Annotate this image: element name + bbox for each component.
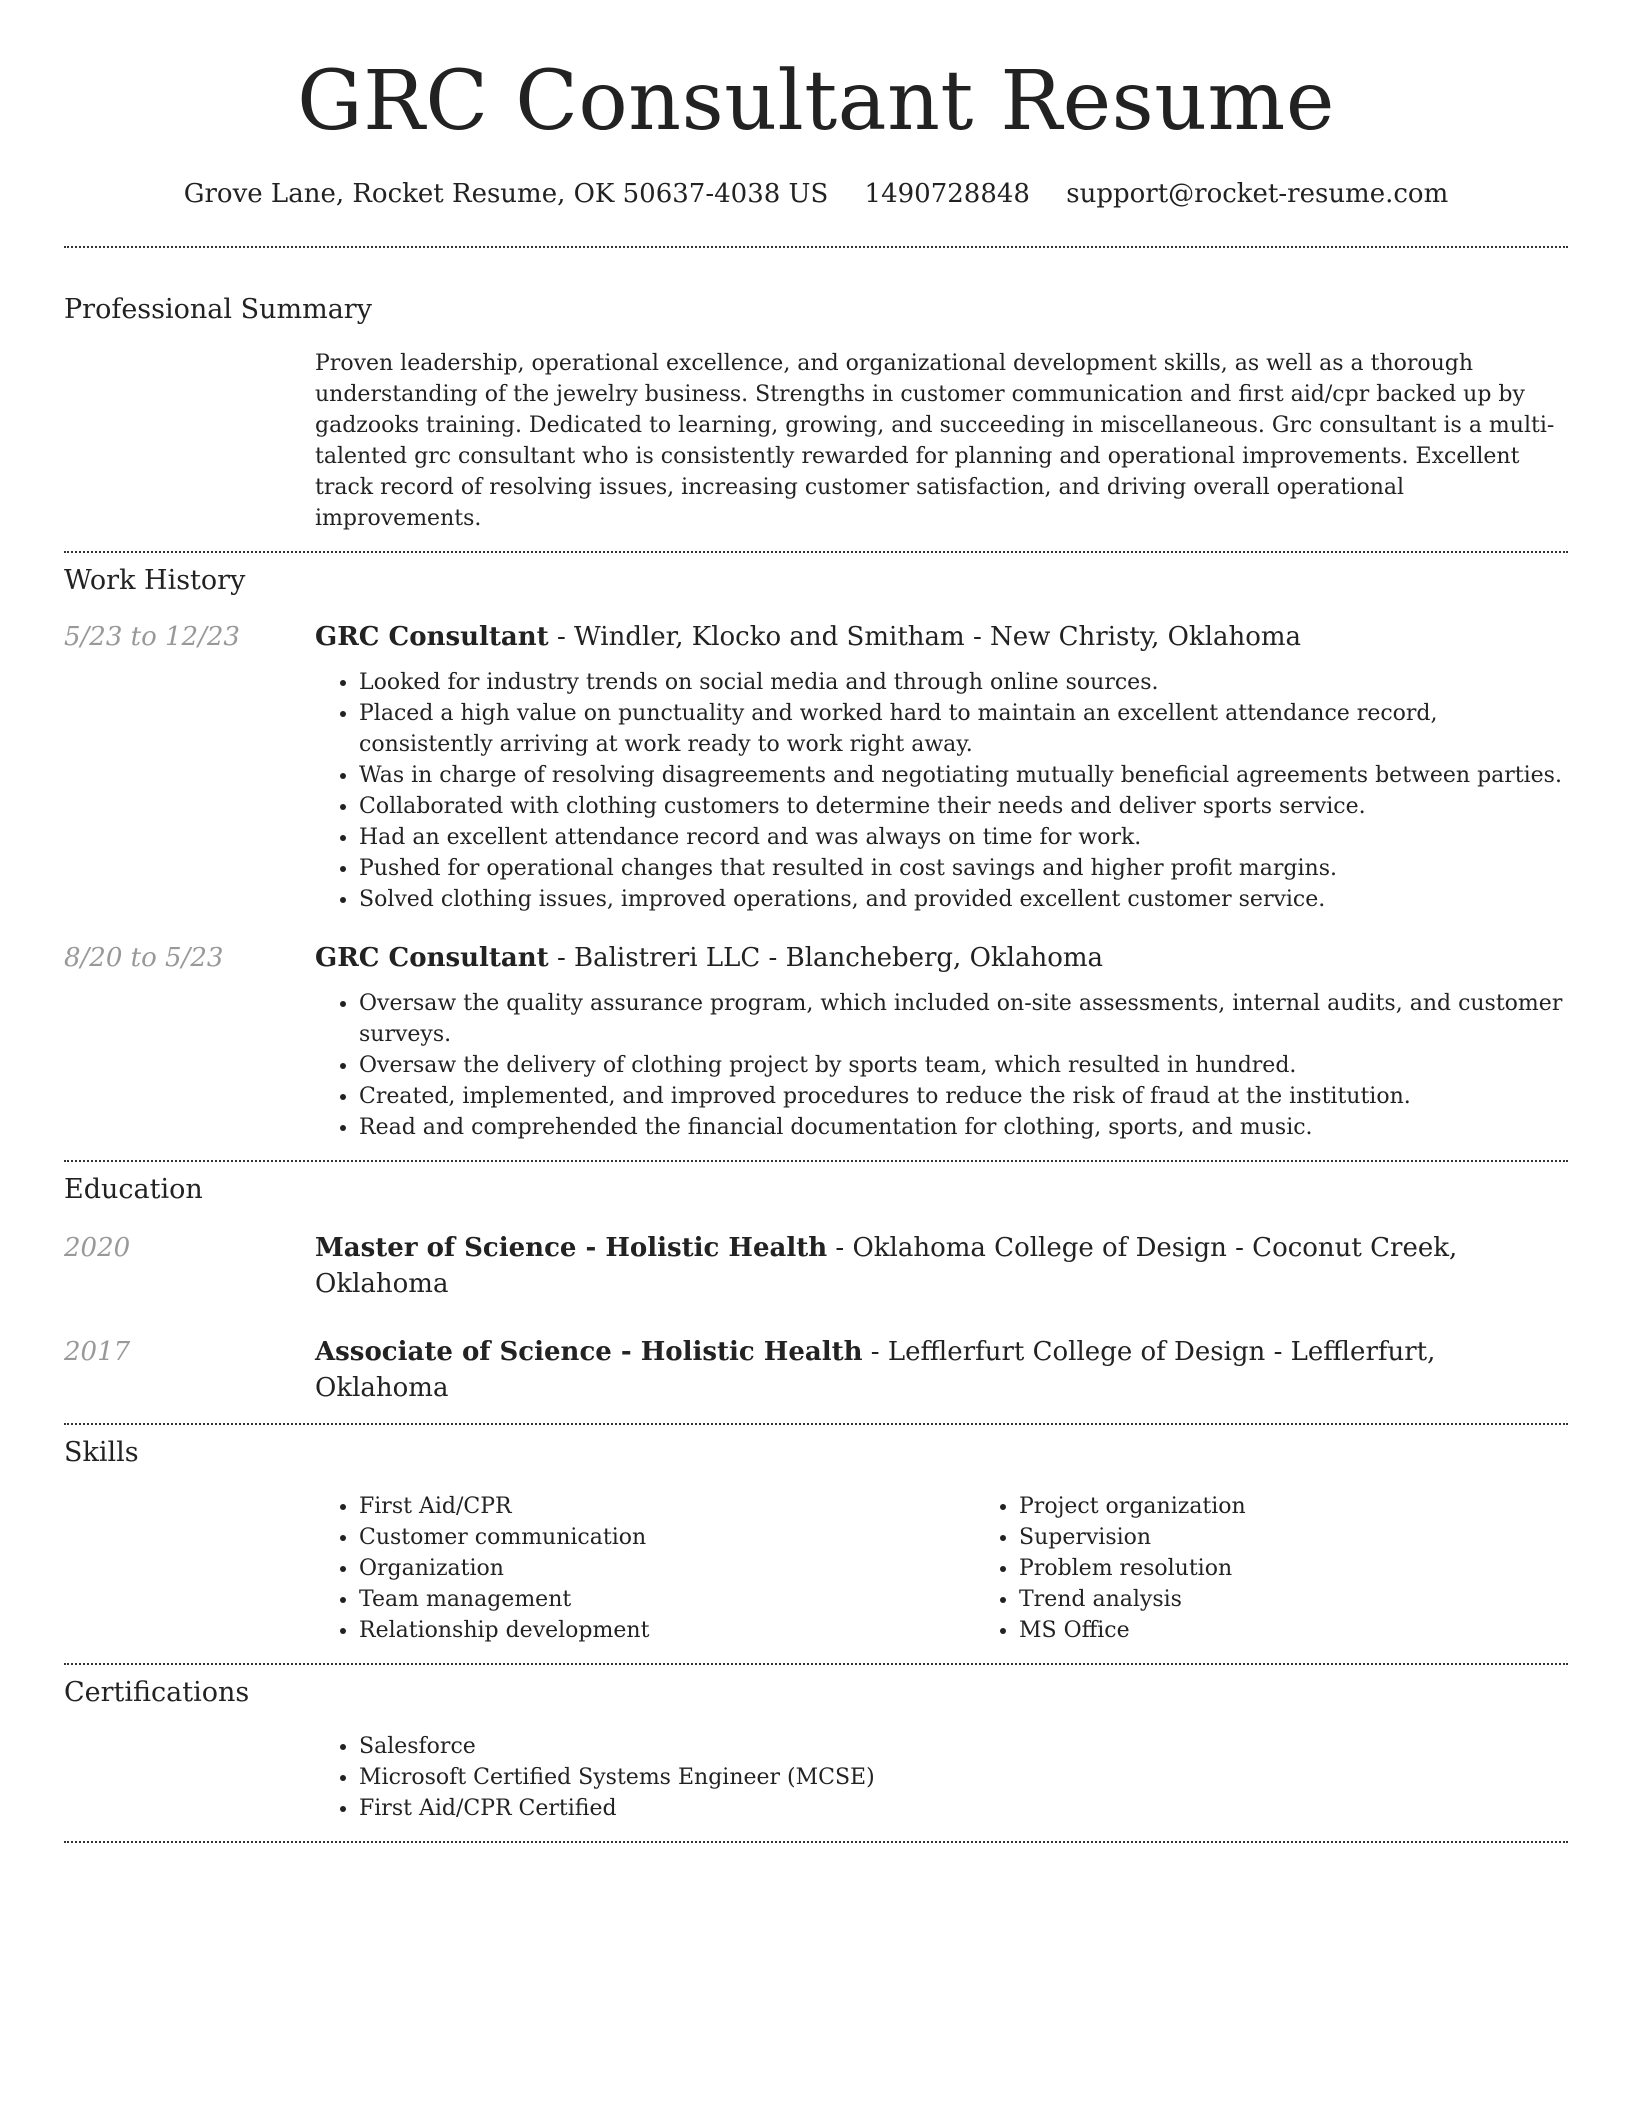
list-item: • Oversaw the quality assurance program, which included on-site assessments, internal audits, and customer surveys. xyxy=(359,988,1568,1050)
summary-heading: Professional Summary xyxy=(64,294,372,325)
list-item: • Organization xyxy=(359,1553,975,1584)
list-item: • Supervision xyxy=(1019,1522,1632,1553)
education-degree: Master of Science - Holistic Health xyxy=(315,1233,828,1263)
divider xyxy=(64,1663,1568,1665)
education-heading-line xyxy=(315,1334,1568,1406)
divider xyxy=(64,1160,1568,1162)
job-title: GRC Consultant xyxy=(315,622,549,652)
list-item: • Oversaw the delivery of clothing project by sports team, which resulted in hundred. xyxy=(359,1050,1568,1081)
list-item: • Problem resolution xyxy=(1019,1553,1632,1584)
list-item: • Solved clothing issues, improved operations, and provided excellent customer service. xyxy=(359,884,1568,915)
skills-grid xyxy=(315,1491,1632,1646)
job-details: - Windler, Klocko and Smitham - New Christy, Oklahoma xyxy=(548,622,1302,652)
list-item: • Relationship development xyxy=(359,1615,975,1646)
education-details: - Lefflerfurt College of Design - Lefflerfurt, Oklahoma xyxy=(315,1337,1436,1403)
skills-column-1 xyxy=(315,1491,975,1646)
list-item: • Trend analysis xyxy=(1019,1584,1632,1615)
divider xyxy=(64,1423,1568,1425)
work-section xyxy=(64,563,1568,1143)
divider xyxy=(64,246,1568,248)
job-dates: 8/20 to 5/23 xyxy=(64,943,224,973)
skills-column-2 xyxy=(975,1491,1632,1646)
job-bullets xyxy=(315,988,1568,1143)
job-entry xyxy=(64,940,1568,1143)
contact-phone: 1490728848 xyxy=(864,179,1030,209)
list-item: • First Aid/CPR Certified xyxy=(359,1793,1568,1824)
list-item: • Had an excellent attendance record and was always on time for work. xyxy=(359,822,1568,853)
resume-title: GRC Consultant Resume xyxy=(297,54,1335,149)
contact-address: Grove Lane, Rocket Resume, OK 50637-4038 US xyxy=(183,179,829,209)
list-item: • Placed a high value on punctuality and worked hard to maintain an excellent attendance record, consistently arriving at work ready to work right away. xyxy=(359,698,1568,760)
list-item: • Pushed for operational changes that resulted in cost savings and higher profit margins. xyxy=(359,853,1568,884)
list-item: • Microsoft Certified Systems Engineer (MCSE) xyxy=(359,1762,1568,1793)
divider xyxy=(64,1841,1568,1843)
certifications-heading: Certifications xyxy=(64,1677,250,1708)
job-details: - Balistreri LLC - Blancheberg, Oklahoma xyxy=(548,943,1104,973)
list-item: • Customer communication xyxy=(359,1522,975,1553)
list-item: • Salesforce xyxy=(359,1731,1568,1762)
education-year: 2017 xyxy=(64,1337,131,1367)
education-year: 2020 xyxy=(64,1233,131,1263)
education-heading: Education xyxy=(64,1174,203,1205)
divider xyxy=(64,551,1568,553)
contact-email: support@rocket-resume.com xyxy=(1066,179,1449,209)
list-item: • Created, implemented, and improved procedures to reduce the risk of fraud at the institution. xyxy=(359,1081,1568,1112)
job-title: GRC Consultant xyxy=(315,943,549,973)
contact-line xyxy=(64,176,1568,212)
list-item: • Read and comprehended the financial documentation for clothing, sports, and music. xyxy=(359,1112,1568,1143)
certifications-list xyxy=(315,1731,1568,1824)
certifications-section xyxy=(64,1675,1568,1824)
job-heading xyxy=(315,619,1568,655)
education-details: - Oklahoma College of Design - Coconut Creek, Oklahoma xyxy=(315,1233,1458,1299)
list-item: • Looked for industry trends on social media and through online sources. xyxy=(359,667,1568,698)
education-degree: Associate of Science - Holistic Health xyxy=(315,1337,863,1367)
skills-section xyxy=(64,1435,1568,1646)
list-item: • Was in charge of resolving disagreements and negotiating mutually beneficial agreements between parties. xyxy=(359,760,1568,791)
summary-section xyxy=(64,292,1568,534)
list-item: • MS Office xyxy=(1019,1615,1632,1646)
job-bullets xyxy=(315,667,1568,915)
skills-heading: Skills xyxy=(64,1437,139,1468)
education-entry xyxy=(64,1334,1568,1406)
job-heading xyxy=(315,940,1568,976)
education-section xyxy=(64,1172,1568,1406)
education-heading-line xyxy=(315,1230,1568,1302)
list-item: • Team management xyxy=(359,1584,975,1615)
summary-text: Proven leadership, operational excellence, and organizational development skills, as well as a thorough understanding of the jewelry business. Strengths in customer communication and first aid/cpr backed up by gadzooks training. Dedicated to learning, growing, and succeeding in miscellaneous. Grc consultant is a multi-talented grc consultant who is consistently rewarded for planning and operational improvements. Excellent track record of resolving issues, increasing customer satisfaction, and driving overall operational improvements. xyxy=(315,351,1555,531)
list-item: • First Aid/CPR xyxy=(359,1491,975,1522)
list-item: • Project organization xyxy=(1019,1491,1632,1522)
job-dates: 5/23 to 12/23 xyxy=(64,622,240,652)
education-entry xyxy=(64,1230,1568,1302)
work-heading: Work History xyxy=(64,565,246,596)
list-item: • Collaborated with clothing customers to determine their needs and deliver sports service. xyxy=(359,791,1568,822)
job-entry xyxy=(64,619,1568,915)
